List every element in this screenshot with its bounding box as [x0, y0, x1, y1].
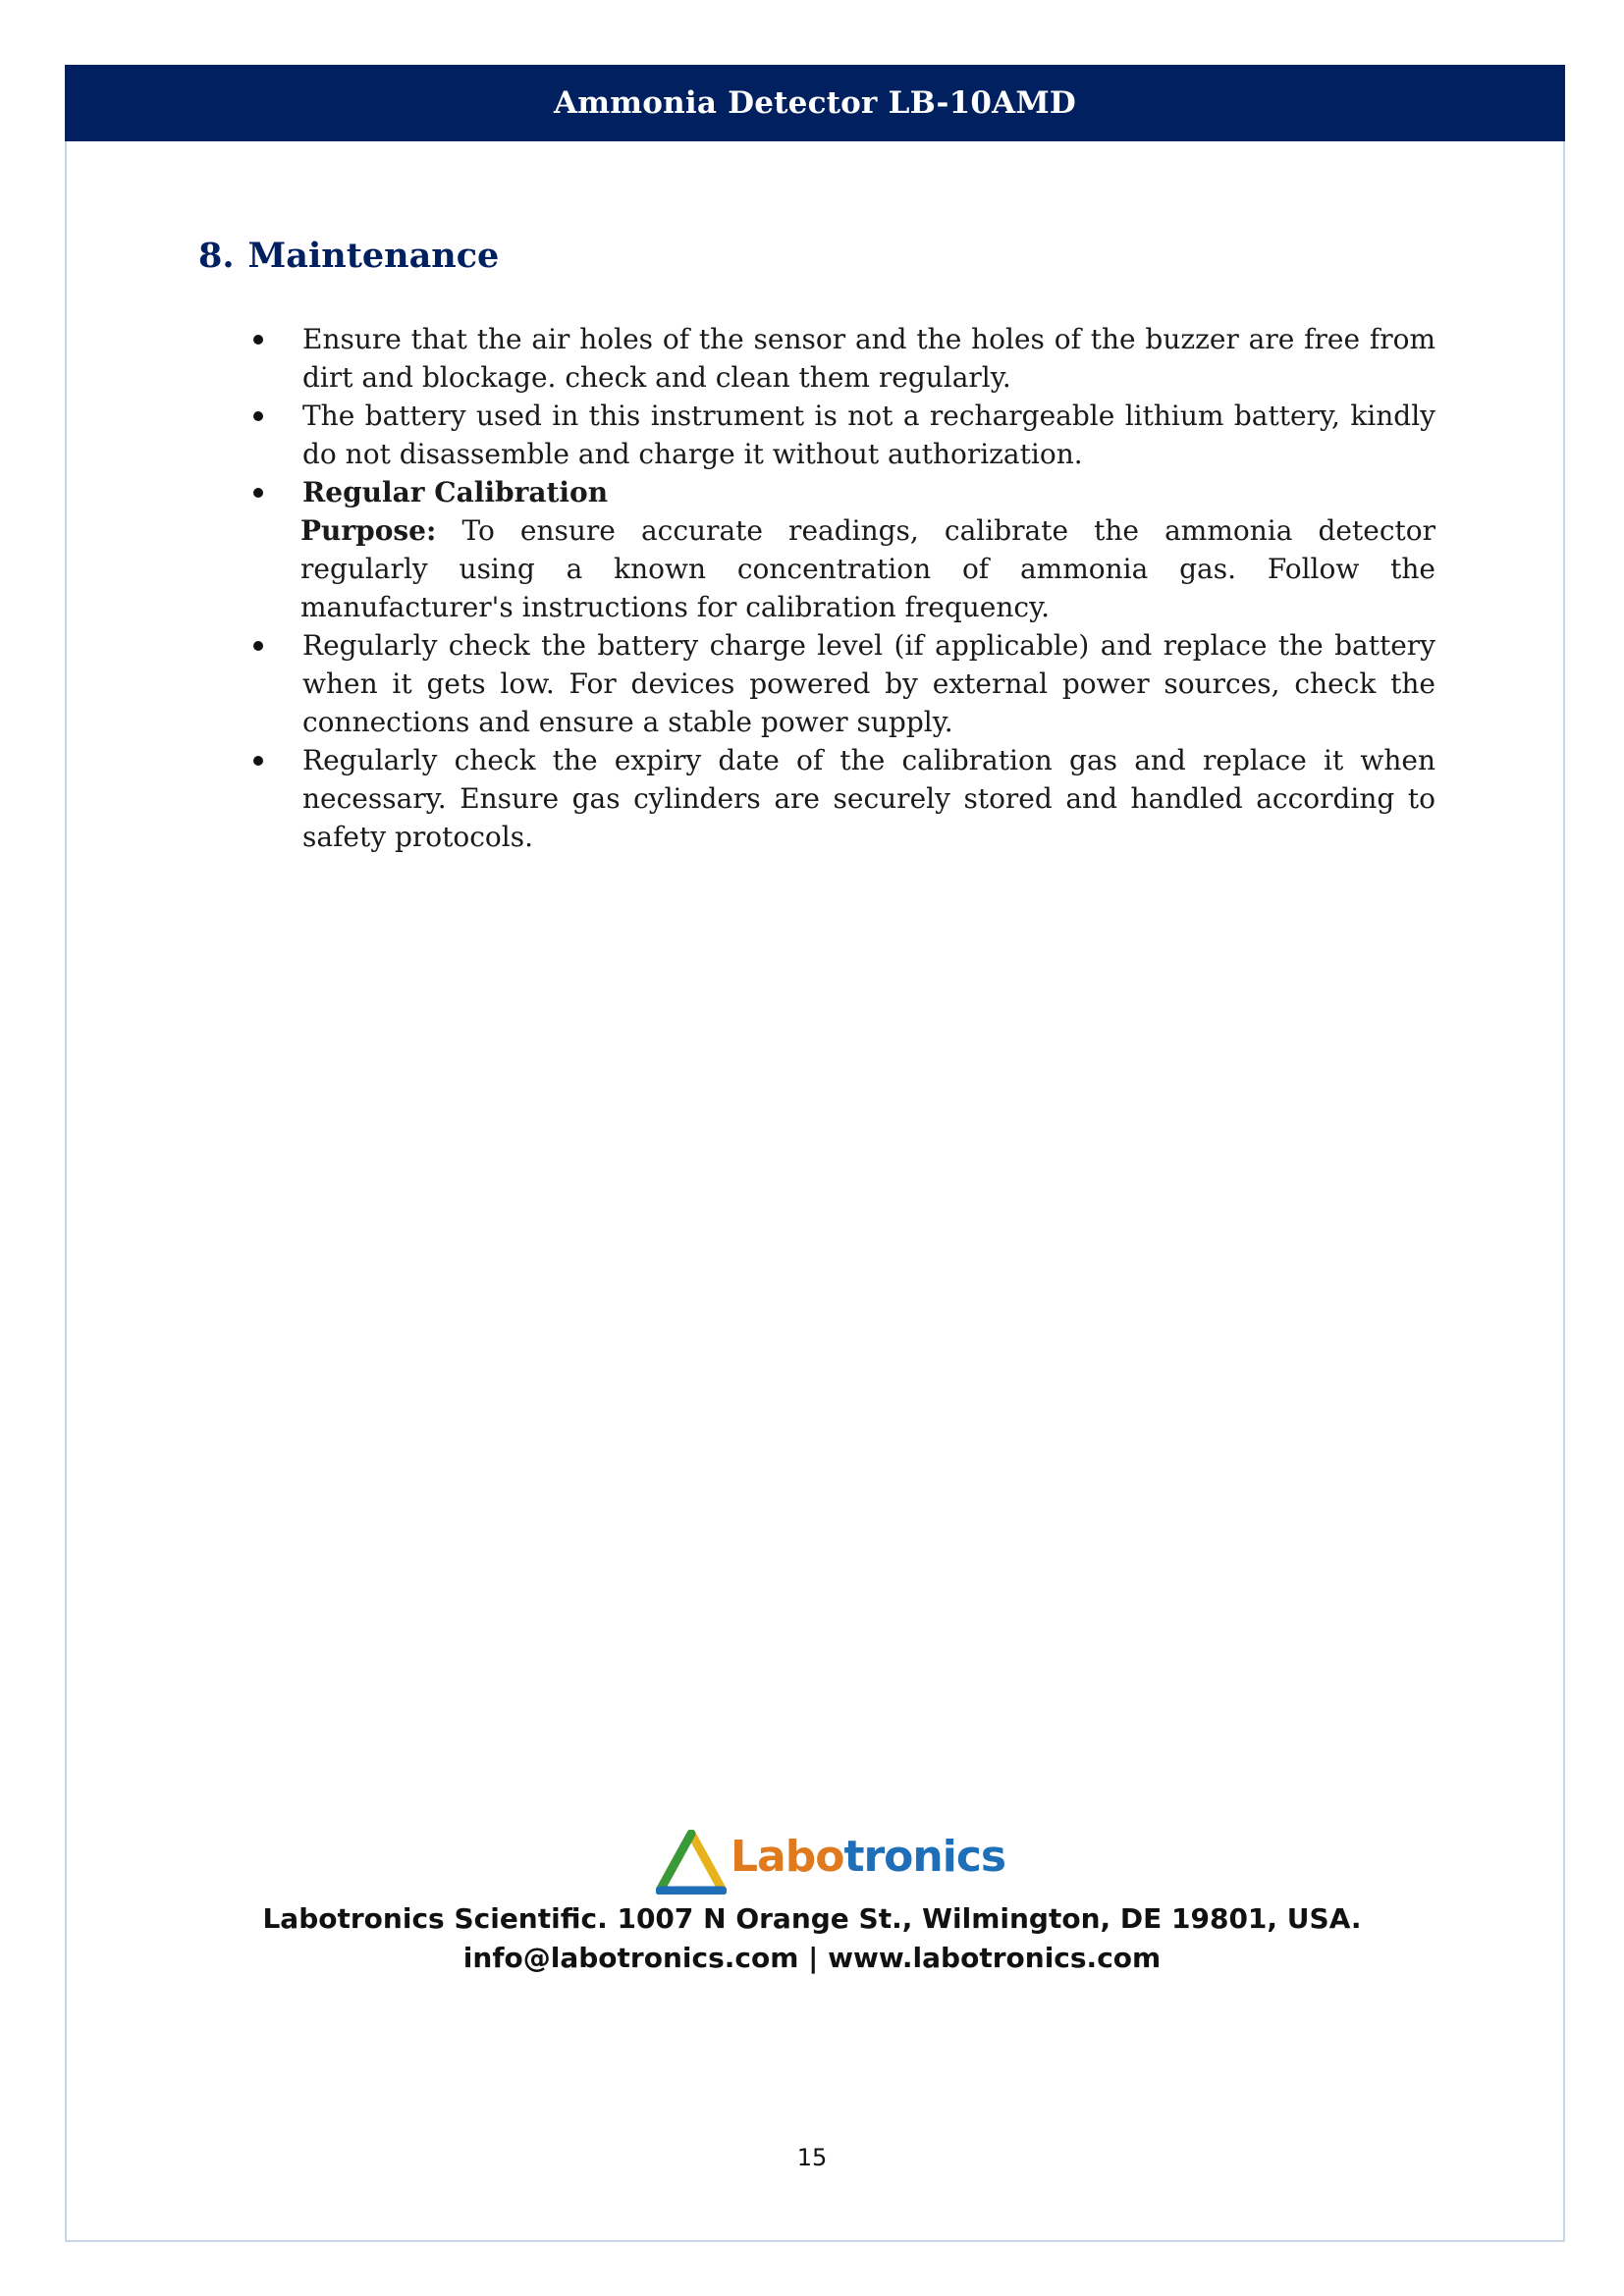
list-item-text: Regular Calibration: [302, 476, 609, 508]
list-item-text: Ensure that the air holes of the sensor and the holes of the buzzer are free from dirt and blockage. check and clean them regularly.: [302, 323, 1435, 394]
section-number: 8.: [198, 236, 235, 276]
list-item: [245, 741, 1435, 856]
list-item-text: Regularly check the battery charge level (if applicable) and replace the battery when it gets low. For devices powered by external power sources, check the connections and ensure a stable power supply.: [302, 629, 1435, 738]
list-item: [245, 320, 1435, 397]
logo-wordmark-part-b: tronics: [843, 1832, 1006, 1882]
section-title: Maintenance: [247, 236, 500, 276]
logo-wordmark: [731, 1832, 1005, 1882]
labotronics-logo: [656, 1828, 1006, 1896]
section-heading: [198, 236, 499, 276]
bullet-icon: [253, 756, 263, 766]
list-item: [245, 473, 1435, 511]
triangle-logo-icon: [656, 1830, 727, 1895]
document-title: Ammonia Detector LB-10AMD: [554, 85, 1076, 121]
purpose-text: To ensure accurate readings, calibrate the ammonia detector regularly using a known concentration of ammonia gas. Follow the manufacturer's instructions for calibration frequency.: [300, 514, 1435, 623]
purpose-label: Purpose:: [300, 514, 437, 547]
maintenance-list: [245, 320, 1435, 856]
company-contact: info@labotronics.com | www.labotronics.com: [462, 1942, 1162, 1974]
document-header: [65, 65, 1565, 141]
list-item-text: The battery used in this instrument is not a rechargeable lithium battery, kindly do not disassemble and charge it without authorization.: [302, 400, 1435, 470]
bullet-icon: [253, 488, 263, 498]
list-item: [245, 626, 1435, 741]
bullet-icon: [253, 411, 263, 421]
list-item: [245, 397, 1435, 473]
list-item-text: Regularly check the expiry date of the calibration gas and replace it when necessary. Ensure gas cylinders are securely stored and handled according to safety protocols.: [302, 744, 1435, 853]
page-number: 15: [796, 2144, 828, 2171]
purpose-paragraph: [245, 511, 1435, 626]
logo-wordmark-part-a: Labo: [731, 1832, 844, 1882]
bullet-icon: [253, 335, 263, 345]
bullet-icon: [253, 641, 263, 651]
company-address: Labotronics Scientific. 1007 N Orange St., Wilmington, DE 19801, USA.: [262, 1902, 1362, 1935]
